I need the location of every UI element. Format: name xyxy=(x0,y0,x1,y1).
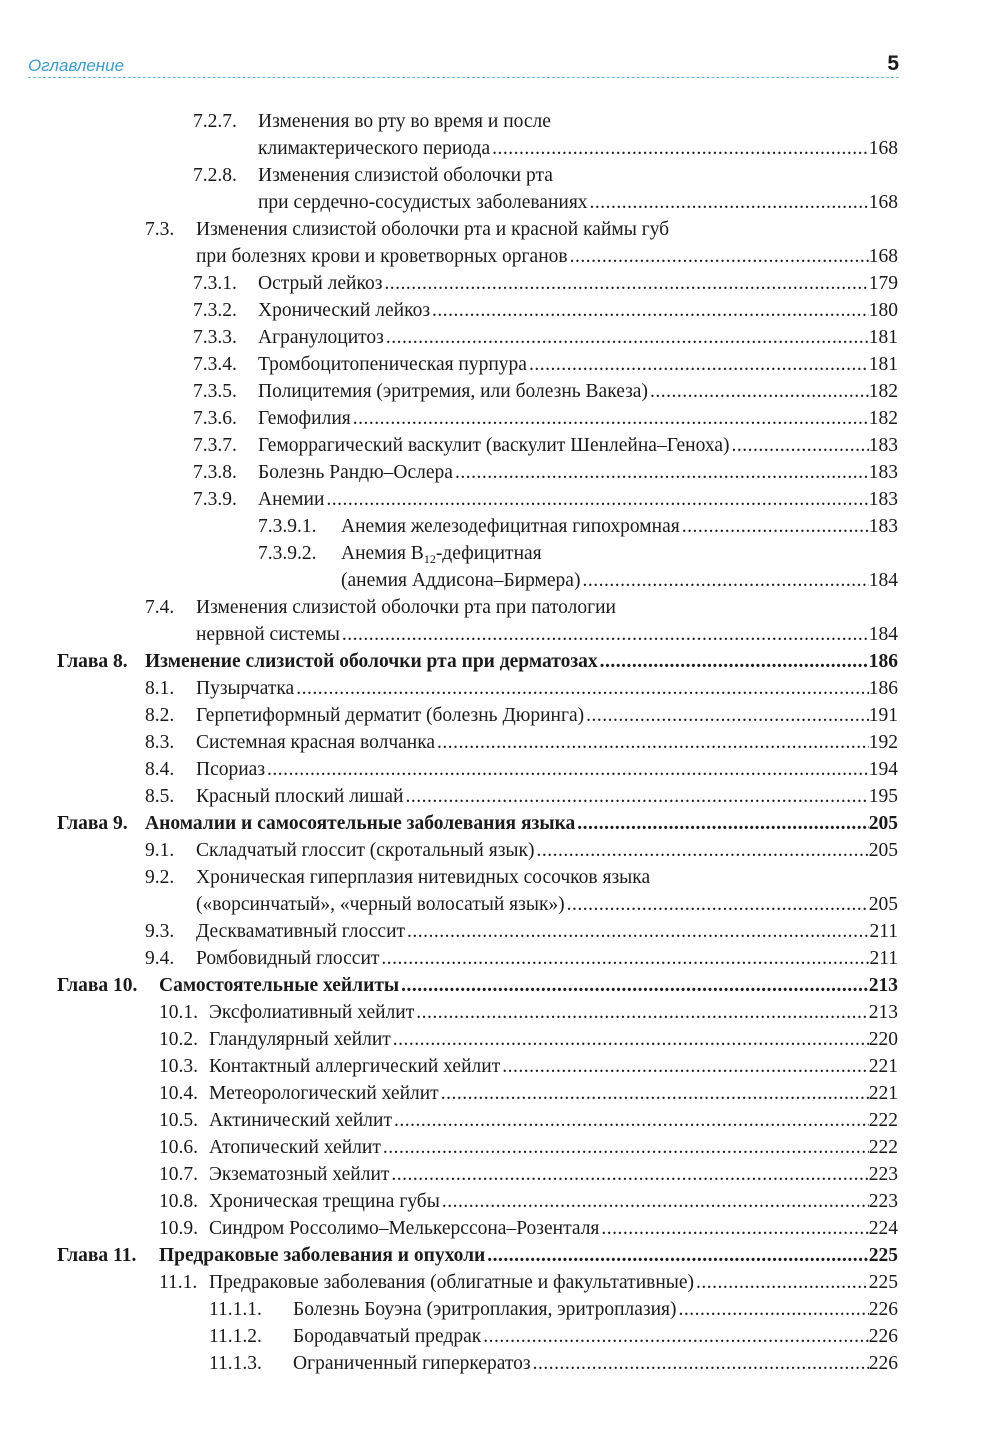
toc-entry-title: Изменения слизистой оболочки рта и красной каймы губ xyxy=(196,219,670,240)
toc-page-number: 213 xyxy=(868,1002,898,1023)
toc-entry-line xyxy=(193,297,898,324)
toc-entry-number: 8.2. xyxy=(145,705,175,726)
toc-entry-title: Системная красная волчанка xyxy=(196,732,436,753)
dot-leader xyxy=(384,324,869,351)
toc-entry-line xyxy=(258,540,898,567)
dot-leader xyxy=(440,1188,869,1215)
dot-leader xyxy=(599,1215,868,1242)
toc-page-number: 222 xyxy=(868,1110,898,1131)
dot-leader xyxy=(680,513,869,540)
toc-page-number: 224 xyxy=(868,1218,898,1239)
toc-page-number: 182 xyxy=(868,408,898,429)
toc-entry-number: 7.3.2. xyxy=(193,300,237,321)
toc-page-number: 225 xyxy=(868,1245,898,1266)
toc-page-number: 225 xyxy=(868,1272,898,1293)
toc-entry-title: («ворсинчатый», «черный волосатый язык») xyxy=(196,894,565,915)
toc-entry-number: 10.4. xyxy=(159,1083,198,1104)
toc-entry-number: 7.3.9. xyxy=(193,489,237,510)
toc-entry-number: 11.1.3. xyxy=(209,1353,262,1374)
toc-page-number: 211 xyxy=(869,921,898,942)
toc-entry-number: 7.2.8. xyxy=(193,165,237,186)
dot-leader xyxy=(392,1107,869,1134)
toc-page-number: 186 xyxy=(868,678,898,699)
toc-entry-number: 9.2. xyxy=(145,867,175,888)
dot-leader xyxy=(677,1296,869,1323)
toc-entry-title: Псориаз xyxy=(196,759,266,780)
toc-entry-number: 7.4. xyxy=(145,597,175,618)
toc-entry-line xyxy=(145,243,898,270)
toc-page-number: 205 xyxy=(868,894,898,915)
toc-page-number: 220 xyxy=(868,1029,898,1050)
toc-entry-line xyxy=(145,864,898,891)
toc-entry-number: 7.3.5. xyxy=(193,381,237,402)
toc-page-number: 221 xyxy=(868,1083,898,1104)
toc-chapter-line xyxy=(57,972,898,999)
dot-leader xyxy=(534,837,868,864)
toc-page-number: 183 xyxy=(868,489,898,510)
toc-entry-title: (анемия Аддисона–Бирмера) xyxy=(341,570,581,591)
toc-entry-title: Атопический хейлит xyxy=(209,1137,381,1158)
toc-entry-title: Эксфолиативный хейлит xyxy=(209,1002,415,1023)
header-rule xyxy=(28,77,899,78)
dot-leader xyxy=(439,1080,869,1107)
toc-page-number: 223 xyxy=(868,1191,898,1212)
toc-page-number: 168 xyxy=(868,246,898,267)
toc-entry-title: Хроническая гиперплазия нитевидных сосочков языка xyxy=(196,867,651,888)
toc-entry-number: 7.3.4. xyxy=(193,354,237,375)
toc-entry-line xyxy=(159,1215,898,1242)
toc-entry-line xyxy=(145,945,898,972)
toc-entry-number: 11.1.2. xyxy=(209,1326,262,1347)
dot-leader xyxy=(351,405,869,432)
dot-leader xyxy=(580,567,868,594)
toc-entry-line xyxy=(159,1026,898,1053)
running-header xyxy=(28,52,899,78)
toc-entry-title: Бородавчатый предрак xyxy=(293,1326,482,1347)
toc-page-number: 168 xyxy=(868,192,898,213)
toc-entry-title: Складчатый глоссит (скротальный язык) xyxy=(196,840,535,861)
dot-leader xyxy=(265,756,869,783)
toc-entry-line xyxy=(209,1350,898,1377)
toc-entry-line xyxy=(193,270,898,297)
toc-entry-line xyxy=(145,729,898,756)
toc-page-number: 211 xyxy=(869,948,898,969)
toc-entry-title: Полицитемия (эритремия, или болезнь Вакеза) xyxy=(258,381,648,402)
dot-leader xyxy=(379,945,869,972)
toc-entry-title: Хронический лейкоз xyxy=(258,300,431,321)
toc-entry-line xyxy=(159,1107,898,1134)
toc-entry-title: Экзематозный хейлит xyxy=(209,1164,390,1185)
dot-leader xyxy=(391,1026,869,1053)
section-title: Оглавление xyxy=(28,56,125,75)
dot-leader xyxy=(588,189,869,216)
toc-page-number: 223 xyxy=(868,1164,898,1185)
dot-leader xyxy=(648,378,869,405)
toc-page-number: 179 xyxy=(868,273,898,294)
toc-entry-line xyxy=(145,918,898,945)
toc-entry-title: Ограниченный гиперкератоз xyxy=(293,1353,531,1374)
dot-leader xyxy=(584,702,869,729)
toc-entry-title: Предраковые заболевания (облигатные и факультативные) xyxy=(209,1272,695,1293)
toc-entry-title: при сердечно-сосудистых заболеваниях xyxy=(258,192,588,213)
toc-entry-number: 7.3.9.2. xyxy=(258,543,317,564)
dot-leader xyxy=(598,648,869,675)
toc-entry-number: 8.1. xyxy=(145,678,175,699)
toc-entry-number: 10.9. xyxy=(159,1218,198,1239)
dot-leader xyxy=(453,459,869,486)
toc-page-number: 192 xyxy=(868,732,898,753)
toc-page-number: 184 xyxy=(868,624,898,645)
dot-leader xyxy=(694,1269,869,1296)
toc-entry-number: 10.3. xyxy=(159,1056,198,1077)
dot-leader xyxy=(389,1161,868,1188)
toc-entry-number: Глава 9. xyxy=(57,813,128,834)
dot-leader xyxy=(414,999,868,1026)
toc-entry-line xyxy=(145,621,898,648)
dot-leader xyxy=(381,1134,869,1161)
dot-leader xyxy=(729,432,868,459)
toc-page-number: 182 xyxy=(868,381,898,402)
toc-page-number: 221 xyxy=(868,1056,898,1077)
toc-entry-title: Хроническая трещина губы xyxy=(209,1191,440,1212)
toc-entry-line xyxy=(193,324,898,351)
toc-entry-line xyxy=(145,675,898,702)
toc-entry-line xyxy=(145,756,898,783)
toc-entry-number: 9.1. xyxy=(145,840,175,861)
toc-chapter-line xyxy=(57,810,898,837)
toc-entry-number: Глава 8. xyxy=(57,651,128,672)
toc-entry-number: 7.3.7. xyxy=(193,435,237,456)
toc-entry-title: Метеорологический хейлит xyxy=(209,1083,439,1104)
toc-entry-number: 10.1. xyxy=(159,1002,198,1023)
toc-entry-title: Геморрагический васкулит (васкулит Шенлейна–Геноха) xyxy=(258,435,730,456)
toc-entry-number: 9.3. xyxy=(145,921,175,942)
toc-page-number: 213 xyxy=(868,975,898,996)
toc-page-number: 226 xyxy=(868,1353,898,1374)
dot-leader xyxy=(565,891,869,918)
toc-page-number: 183 xyxy=(868,516,898,537)
toc-page-number: 191 xyxy=(868,705,898,726)
toc-entry-title: Анемия железодефицитная гипохромная xyxy=(341,516,680,537)
toc-entry-line xyxy=(193,108,898,135)
toc-entry-line xyxy=(193,459,898,486)
toc-entry-line xyxy=(159,999,898,1026)
dot-leader xyxy=(403,783,868,810)
dot-leader xyxy=(382,270,868,297)
toc-entry-line xyxy=(193,162,898,189)
toc-entry-line xyxy=(193,189,898,216)
toc-entry-number: 11.1.1. xyxy=(209,1299,262,1320)
toc-entry-line xyxy=(145,837,898,864)
toc-entry-number: 10.8. xyxy=(159,1191,198,1212)
toc-page-number: 226 xyxy=(868,1299,898,1320)
dot-leader xyxy=(435,729,869,756)
toc-page-number: 222 xyxy=(868,1137,898,1158)
toc-entry-title: Красный плоский лишай xyxy=(196,786,404,807)
toc-entry-title: Десквамативный глоссит xyxy=(196,921,406,942)
toc-entry-title: при болезнях крови и кроветворных органов xyxy=(196,246,568,267)
toc-page-number: 195 xyxy=(868,786,898,807)
dot-leader xyxy=(294,675,869,702)
toc-entry-line xyxy=(258,567,898,594)
toc-entry-title: Тромбоцитопеническая пурпура xyxy=(258,354,527,375)
toc-entry-title: Острый лейкоз xyxy=(258,273,383,294)
toc-entry-number: 10.2. xyxy=(159,1029,198,1050)
toc-entry-title: Гландулярный хейлит xyxy=(209,1029,391,1050)
toc-page-number: 194 xyxy=(868,759,898,780)
toc-entry-title: Болезнь Рандю–Ослера xyxy=(258,462,453,483)
toc-entry-title: климактерического периода xyxy=(258,138,491,159)
toc-entry-title: Актинический хейлит xyxy=(209,1110,392,1131)
toc-entry-title: Анемия $B_{12}$-дефицитная xyxy=(341,543,542,566)
toc-entry-title: Изменения слизистой оболочки рта при патологии xyxy=(196,597,616,618)
toc-entry-number: 8.4. xyxy=(145,759,175,780)
toc-entry-number: 10.5. xyxy=(159,1110,198,1131)
toc-entry-title: Контактный аллергический хейлит xyxy=(209,1056,501,1077)
toc-entry-line xyxy=(193,486,898,513)
toc-entry-number: 8.5. xyxy=(145,786,175,807)
toc-entry-line xyxy=(193,378,898,405)
toc-entry-title: Самостоятельные хейлиты xyxy=(159,975,400,996)
toc-entry-number: 11.1. xyxy=(159,1272,198,1293)
toc-page-number: 186 xyxy=(868,651,898,672)
toc-entry-number: 10.6. xyxy=(159,1137,198,1158)
toc-page-number: 205 xyxy=(868,840,898,861)
toc-entry-number: 8.3. xyxy=(145,732,175,753)
toc-entry-title: Гемофилия xyxy=(258,408,351,429)
toc-entry-line xyxy=(193,135,898,162)
toc-page-number: 168 xyxy=(868,138,898,159)
toc-entry-number: Глава 11. xyxy=(57,1245,137,1266)
toc-entry-line xyxy=(159,1080,898,1107)
dot-leader xyxy=(430,297,869,324)
toc-entry-line xyxy=(159,1269,898,1296)
dot-leader xyxy=(481,1323,869,1350)
toc-entry-title: Изменения во рту во время и после xyxy=(258,111,551,132)
dot-leader xyxy=(490,135,869,162)
toc-entry-line xyxy=(145,891,898,918)
toc-entry-line xyxy=(145,216,898,243)
toc-entry-title: Анемии xyxy=(258,489,325,510)
toc-entry-number: 9.4. xyxy=(145,948,175,969)
toc-entry-number: 7.3.8. xyxy=(193,462,237,483)
toc-page-number: 180 xyxy=(868,300,898,321)
toc-entry-title: Болезнь Боуэна (эритроплакия, эритроплазия) xyxy=(293,1299,677,1320)
toc-entry-line xyxy=(159,1053,898,1080)
toc-entry-line xyxy=(159,1134,898,1161)
toc-entry-number: 10.7. xyxy=(159,1164,198,1185)
toc-entry-line xyxy=(193,405,898,432)
toc-entry-line xyxy=(159,1188,898,1215)
toc-entry-line xyxy=(145,702,898,729)
toc-entry-title: Пузырчатка xyxy=(196,678,295,699)
toc-entry-number: 7.3. xyxy=(145,219,175,240)
toc-entry-title: нервной системы xyxy=(196,624,340,645)
toc-chapter-line xyxy=(57,648,898,675)
toc-page-number: 181 xyxy=(868,354,898,375)
toc-chapter-line xyxy=(57,1242,898,1269)
toc-entry-number: 7.3.3. xyxy=(193,327,237,348)
toc-page-number: 184 xyxy=(868,570,898,591)
dot-leader xyxy=(399,972,869,999)
toc-entry-number: 7.3.6. xyxy=(193,408,237,429)
dot-leader xyxy=(531,1350,869,1377)
toc-entry-title: Ромбовидный глоссит xyxy=(196,948,380,969)
toc-entry-title: Изменение слизистой оболочки рта при дерматозах xyxy=(145,651,598,672)
toc-entry-line xyxy=(193,351,898,378)
toc-entry-line xyxy=(159,1161,898,1188)
toc-entry-number: 7.3.1. xyxy=(193,273,237,294)
dot-leader xyxy=(527,351,869,378)
toc-page-number: 183 xyxy=(868,435,898,456)
toc-entry-title: Герпетиформный дерматит (болезнь Дюринга) xyxy=(196,705,585,726)
toc-entry-number: Глава 10. xyxy=(57,975,138,996)
toc-entry-line xyxy=(209,1296,898,1323)
toc-entry-line xyxy=(145,594,898,621)
toc-entry-title: Агранулоцитоз xyxy=(258,327,384,348)
dot-leader xyxy=(340,621,869,648)
toc-page-number: 181 xyxy=(868,327,898,348)
dot-leader xyxy=(324,486,868,513)
dot-leader xyxy=(575,810,868,837)
toc-entry-title: Изменения слизистой оболочки рта xyxy=(258,165,553,186)
toc-entry-title: Синдром Россолимо–Мелькерссона–Розенталя xyxy=(209,1218,600,1239)
toc-entry-line xyxy=(145,783,898,810)
dot-leader xyxy=(500,1053,869,1080)
toc-entry-line xyxy=(193,432,898,459)
dot-leader xyxy=(405,918,869,945)
toc-entry-number: 7.3.9.1. xyxy=(258,516,317,537)
toc-entry-line xyxy=(209,1323,898,1350)
toc-page-number: 205 xyxy=(868,813,898,834)
toc-entry-line xyxy=(258,513,898,540)
dot-leader xyxy=(485,1242,868,1269)
toc-page-number: 183 xyxy=(868,462,898,483)
dot-leader xyxy=(568,243,869,270)
toc-entry-title: Предраковые заболевания и опухоли xyxy=(159,1245,486,1266)
toc-page-number: 226 xyxy=(868,1326,898,1347)
page-number: 5 xyxy=(887,52,899,75)
toc-entry-number: 7.2.7. xyxy=(193,111,237,132)
toc-entry-title: Аномалии и самосоятельные заболевания языка xyxy=(145,813,576,834)
